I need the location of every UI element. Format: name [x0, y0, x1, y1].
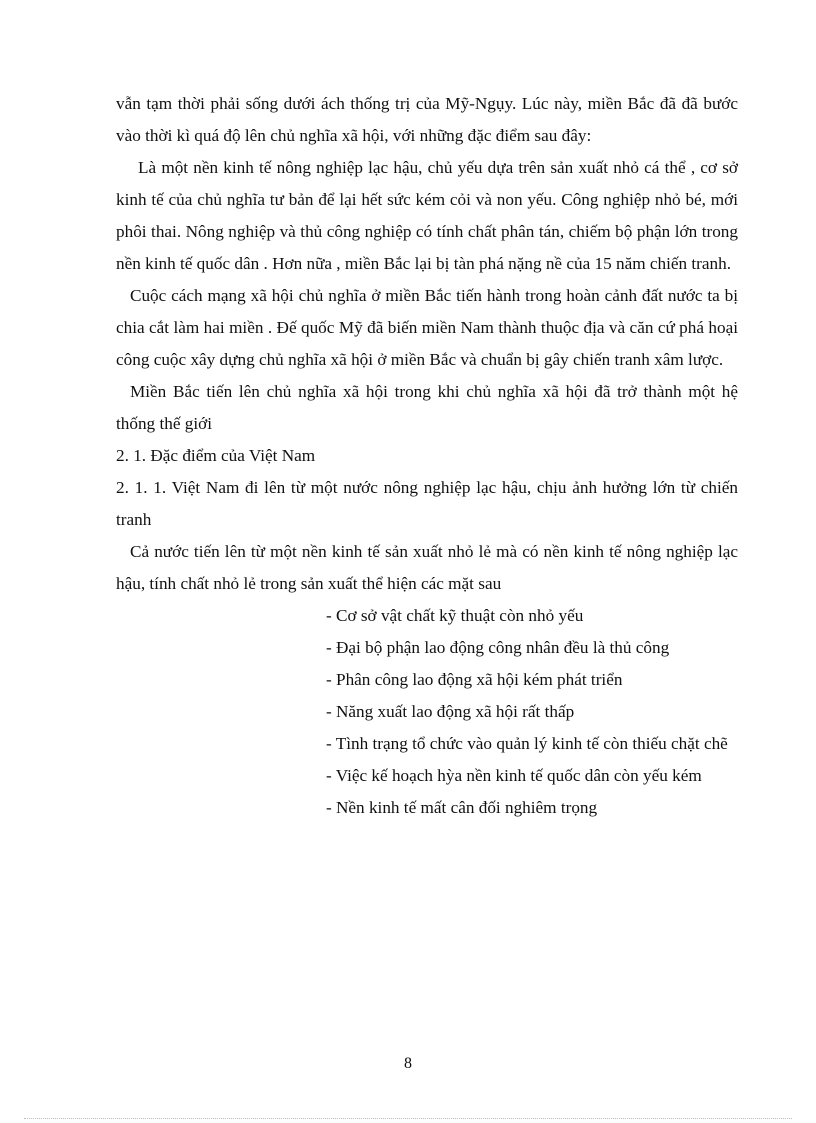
document-page [116, 88, 738, 824]
bullet-item: - Tình trạng tổ chức vào quản lý kinh tế còn thiếu chặt chẽ [326, 734, 728, 753]
bullet-list [314, 600, 738, 824]
bullet-item: - Cơ sở vật chất kỹ thuật còn nhỏ yếu [326, 606, 584, 625]
section-heading: 2. 1. Đặc điểm của Việt Nam [116, 446, 316, 465]
paragraph-economy: Là một nền kinh tế nông nghiệp lạc hậu, chủ yếu dựa trên sản xuất nhỏ cá thể , cơ sở kinh tế của chủ nghĩa tư bản để lại hết sức kém cỏi và non yếu. Công nghiệp nhỏ bé, mới phôi thai. Nông nghiệp và thủ công nghiệp có tính chất phân tán, chiếm bộ phận lớn trong nền kinh tế quốc dân . Hơn nữa , miền Bắc lại bị tàn phá nặng nề của 15 năm chiến tranh. [116, 158, 738, 273]
paragraph-revolution: Cuộc cách mạng xã hội chủ nghĩa ở miền Bắc tiến hành trong hoàn cảnh đất nước ta bị chia cắt làm hai miền . Đế quốc Mỹ đã biến miền Nam thành thuộc địa và căn cứ phá hoại công cuộc xây dựng chủ nghĩa xã hội ở miền Bắc và chuẩn bị gây chiến tranh xâm lược. [116, 286, 738, 369]
page-number: 8 [404, 1055, 412, 1072]
bullet-item: - Phân công lao động xã hội kém phát triển [326, 670, 623, 689]
intro-paragraph: Cả nước tiến lên từ một nền kinh tế sản xuất nhỏ lẻ mà có nền kinh tế nông nghiệp lạc hậu, tính chất nhỏ lẻ trong sản xuất thể hiện các mặt sau [116, 542, 738, 593]
paragraph-world-system: Miền Bắc tiến lên chủ nghĩa xã hội trong khi chủ nghĩa xã hội đã trở thành một hệ thống thế giới [116, 382, 738, 433]
bullet-item: - Năng xuất lao động xã hội rất thấp [326, 702, 575, 721]
bullet-item: - Nền kinh tế mất cân đối nghiêm trọng [326, 798, 598, 817]
paragraph-continuation: vẫn tạm thời phải sống dưới ách thống trị của Mỹ-Ngụy. Lúc này, miền Bắc đã đã bước vào thời kì quá độ lên chủ nghĩa xã hội, với những đặc điểm sau đây: [116, 94, 738, 145]
bullet-item: - Việc kế hoạch hỳa nền kinh tế quốc dân còn yếu kém [326, 766, 702, 785]
footer-divider [24, 1118, 792, 1119]
bullet-item: - Đại bộ phận lao động công nhân đều là thủ công [326, 638, 670, 657]
subsection-heading: 2. 1. 1. Việt Nam đi lên từ một nước nông nghiệp lạc hậu, chịu ảnh hưởng lớn từ chiến tranh [116, 478, 738, 529]
